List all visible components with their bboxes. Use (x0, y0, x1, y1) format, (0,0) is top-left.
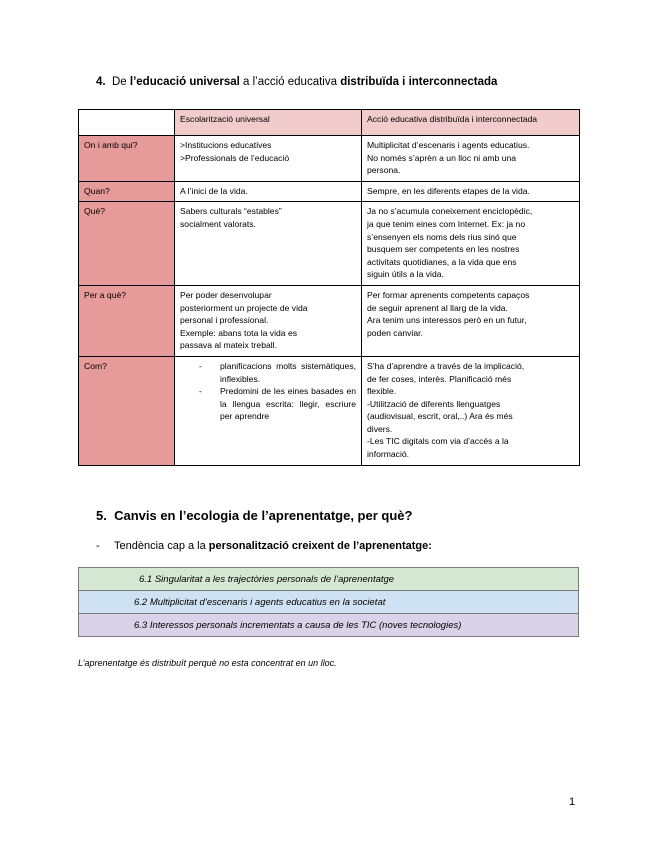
table-row (79, 356, 580, 465)
cell-line: Ara tenim uns interessos però en un futur, (367, 315, 527, 326)
row-distributed-cell (362, 181, 580, 202)
cell-line: siguin útils a la vida. (367, 269, 444, 280)
row-label-com: Com? (79, 356, 175, 465)
cell-line: activitats quotidianes, a la vida que ens (367, 256, 517, 267)
cell-line: posteriorment un projecte de vida (180, 302, 308, 313)
cell-line: socialment valorats. (180, 218, 256, 229)
bullet-list (180, 360, 356, 423)
cell-line: >Institucions educatives (180, 140, 272, 150)
row-universal-cell (175, 136, 362, 182)
table-row (79, 181, 580, 202)
box-interessos (78, 613, 579, 637)
cell-line: -Les TIC digitals com via d’accés a la (367, 436, 509, 447)
cell-line: informació. (367, 449, 410, 460)
row-label-per-a-que: Per a què? (79, 285, 175, 356)
page-number: 1 (569, 796, 576, 808)
section-4-title-pre: De (111, 76, 130, 88)
header-distributed-action: Acció educativa distribuïda i interconnectada (362, 110, 580, 136)
cell-line: Sabers culturals “estables” (180, 206, 282, 217)
table-row (79, 136, 580, 182)
cell-line: flexible. (367, 386, 397, 397)
section-4-heading (96, 76, 497, 88)
box-text: 6.2 Multiplicitat d’escenaris i agents educatius en la societat (134, 597, 386, 608)
cell-line: Multiplicitat d’escenaris i agents educatius. (367, 140, 530, 150)
footnote: L’aprenentatge és distribuït perquè no esta concentrat en un lloc. (78, 658, 337, 668)
table-row (79, 285, 580, 356)
row-label-quan: Quan? (79, 181, 175, 202)
tendency-text: Tendència cap a la (114, 540, 209, 552)
row-label-on-i-amb-qui: On i amb qui? (79, 136, 175, 182)
cell-line: -Utilització de diferents llenguatges (367, 398, 501, 409)
row-universal-cell (175, 202, 362, 286)
list-item: - planificacions molts sistemàtiques, inflexibles. (199, 360, 356, 384)
box-text: 6.1 Singularitat a les trajectòries personals de l’aprenentatge (139, 574, 395, 585)
cell-line: Exemple: abans tota la vida es (180, 327, 298, 338)
cell-line: Ja no s’acumula coneixement enciclopèdic, (367, 206, 533, 217)
cell-line: >Professionals de l’educació (180, 152, 290, 163)
cell-line: Per formar aprenents competents capaços (367, 289, 530, 300)
section-4-title-bold-2: distribuïda i interconnectada (340, 76, 498, 88)
list-item: - Predomini de les eines basades en la llengua escrita: llegir, escriure per aprendre (199, 386, 356, 422)
row-distributed-cell (362, 136, 580, 182)
cell-line: de fer coses, interès. Planificació més (367, 373, 512, 384)
cell-line: No només s’aprèn a un lloc ni amb una (367, 152, 517, 163)
row-distributed-cell (362, 285, 580, 356)
row-distributed-cell (362, 202, 580, 286)
cell-line: persona. (367, 165, 401, 176)
row-universal-cell (175, 285, 362, 356)
cell-line: divers. (367, 423, 393, 434)
box-text: 6.3 Interessos personals incrementats a causa de les TIC (noves tecnologies) (134, 620, 462, 631)
box-multiplicitat (78, 590, 579, 614)
bullet-text: Predomini de les eines basades en la llengua escrita: llegir, escriure per aprendre (220, 386, 356, 422)
cell-line: Sempre, en les diferents etapes de la vida. (367, 185, 530, 196)
header-blank-cell (79, 110, 175, 136)
cell-line: poden canviar. (367, 327, 423, 338)
tendency-line (96, 540, 432, 552)
section-4-title-mid: a l’acció educativa (239, 76, 341, 88)
bullet-text: planificacions molts sistemàtiques, inflexibles. (220, 360, 356, 384)
section-5-number: 5. (96, 508, 107, 523)
section-4-number: 4. (96, 76, 106, 88)
cell-line: (audiovisual, escrit, oral,..) Ara és més (367, 411, 513, 422)
colored-boxes (78, 568, 579, 637)
tendency-bullet: - (96, 540, 100, 552)
table-header-row (79, 110, 580, 136)
tendency-text-bold: personalització creixent de l’aprenentatge: (208, 540, 432, 552)
cell-line: S’ha d’aprendre a través de la implicació, (367, 360, 525, 371)
cell-line: Per poder desenvolupar (180, 289, 272, 300)
row-distributed-cell (362, 356, 580, 465)
section-5-title: Canvis en l’ecologia de l’aprenentatge, per què? (114, 508, 413, 523)
header-universal-schooling: Escolarització universal (175, 110, 362, 136)
cell-line: A l’inici de la vida. (180, 185, 248, 196)
section-5-heading (96, 508, 412, 523)
section-4-title-bold-1: l’educació universal (129, 76, 240, 88)
cell-line: de seguir aprenent al llarg de la vida. (367, 302, 508, 313)
comparison-table (78, 109, 580, 466)
table-row (79, 202, 580, 286)
row-universal-cell (175, 181, 362, 202)
cell-line: busquem ser competents en les nostres (367, 244, 520, 255)
row-label-que: Què? (79, 202, 175, 286)
box-singularitat (78, 567, 579, 591)
cell-line: ja que tenim eines com Internet. Ex: ja no (367, 218, 526, 229)
cell-line: passava al mateix treball. (180, 340, 277, 351)
row-universal-cell (175, 356, 362, 465)
cell-line: s’ensenyen els noms dels rius sinó que (367, 231, 517, 242)
cell-line: personal i professional. (180, 315, 269, 326)
